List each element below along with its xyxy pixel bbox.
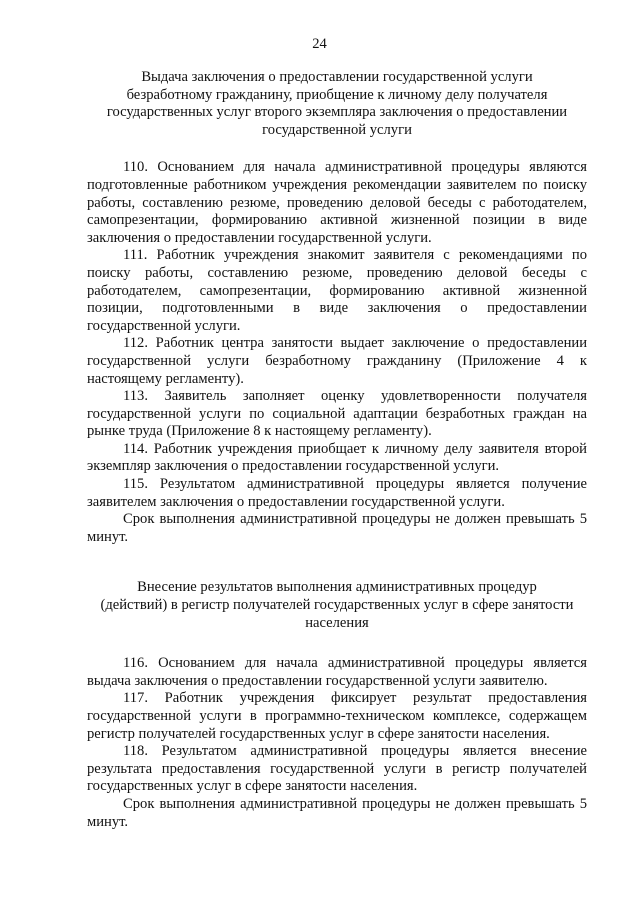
page-number: 24 xyxy=(312,36,327,52)
paragraph-115: 115. Результатом административной процедуры является получение заявителем заключения о предоставлении государственной услуги. xyxy=(87,476,587,510)
document-body xyxy=(87,62,587,831)
paragraph-110: 110. Основанием для начала административной процедуры являются подготовленные работником учреждения рекомендации заявителем по поиску работы, составлению резюме, проведению деловой беседы с работодателем, самопрезентации, формированию активной жизненной позиции в виде заключения о предоставлении государственной услуги. xyxy=(87,159,587,246)
paragraph-114: 114. Работник учреждения приобщает к личному делу заявителя второй экземпляр заключения о предоставлении государственной услуги. xyxy=(87,440,587,475)
heading-line: Внесение результатов выполнения административных процедур xyxy=(137,579,537,596)
heading-line: государственных услуг второго экземпляра заключения о предоставлении xyxy=(106,104,568,121)
paragraph-deadline: Срок выполнения административной процедуры не должен превышать 5 минут. xyxy=(87,795,587,830)
paragraph-117: 117. Работник учреждения фиксирует результат предоставления государственной услуги в программно-техническом комплексе, содержащем регистр получателей государственных услуг в сфере занятости населения. xyxy=(87,690,587,742)
section-body-issuance xyxy=(87,159,587,546)
heading-line: населения xyxy=(305,614,369,631)
paragraph-118: 118. Результатом административной процедуры является внесение результата предоставления государственной услуги в регистр получателей государственных услуг в сфере занятости населения. xyxy=(87,743,587,795)
paragraph-deadline: Срок выполнения административной процедуры не должен превышать 5 минут. xyxy=(87,511,587,545)
heading-line: безработному гражданину, приобщение к личному делу получателя xyxy=(126,86,548,103)
section-body-register xyxy=(87,655,587,831)
section-heading-register xyxy=(87,579,587,632)
heading-line: государственной услуги xyxy=(262,121,412,138)
paragraph-112: 112. Работник центра занятости выдает заключение о предоставлении государственной услуги безработному гражданину (Приложение 4 к настоящему регламенту). xyxy=(87,335,587,387)
heading-line: (действий) в регистр получателей государственных услуг в сфере занятости xyxy=(100,597,574,614)
paragraph-111: 111. Работник учреждения знакомит заявителя с рекомендациями по поиску работы, составлению резюме, проведению деловой беседы с работодателем, самопрезентации, формированию активной жизненной позиции, подготовленными в виде заключения о предоставлении государственной услуги. xyxy=(87,247,587,334)
paragraph-116: 116. Основанием для начала административной процедуры является выдача заключения о предоставлении государственной услуги заявителю. xyxy=(87,655,587,689)
section-heading-issuance xyxy=(87,69,587,139)
heading-line: Выдача заключения о предоставлении государственной услуги xyxy=(141,69,533,85)
paragraph-113: 113. Заявитель заполняет оценку удовлетворенности получателя государственной услуги по социальной адаптации безработных граждан на рынке труда (Приложение 8 к настоящему регламенту). xyxy=(87,388,587,440)
